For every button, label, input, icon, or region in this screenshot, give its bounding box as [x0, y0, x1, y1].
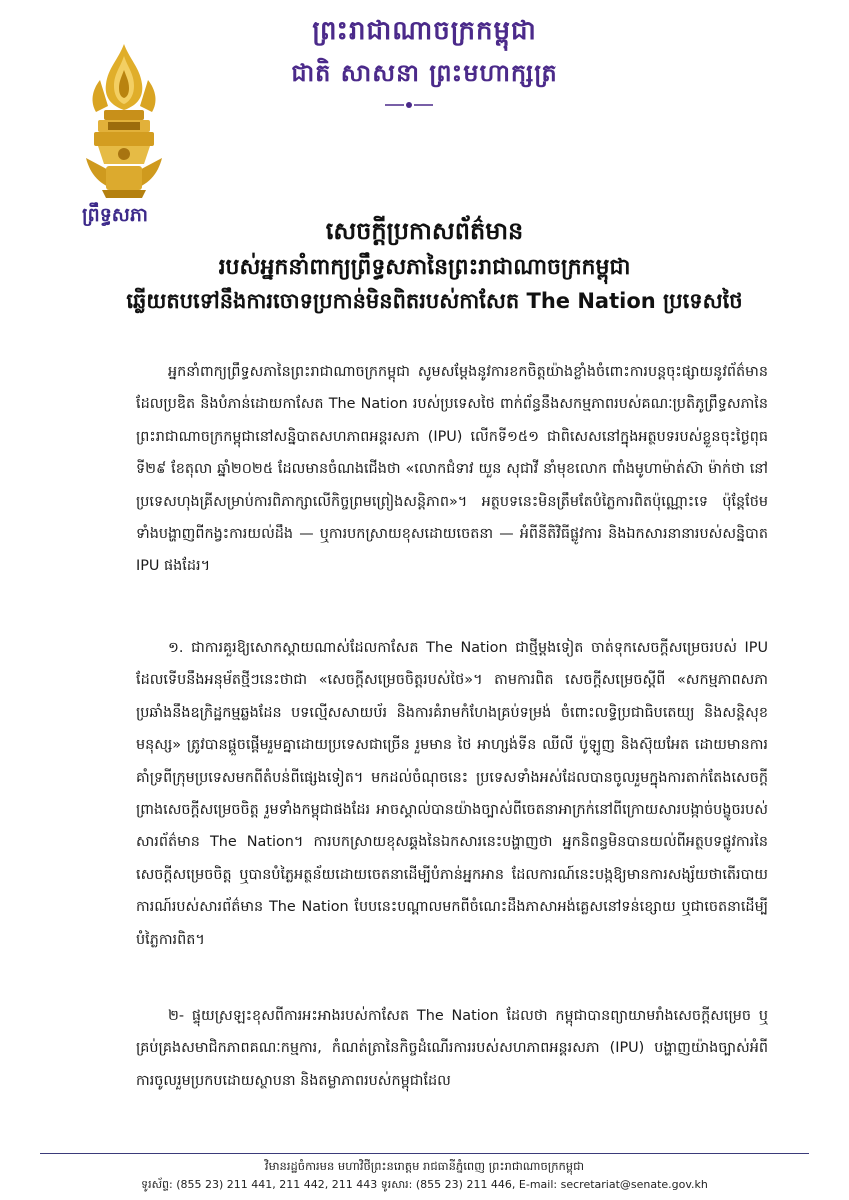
document-title: សេចក្តីប្រកាសព័ត៌មាន	[325, 217, 524, 245]
senate-crest-icon	[78, 40, 170, 200]
body-paragraph-point-1: ១. ជាការគួរឱ្យសោកស្តាយណាស់ដែលកាសែត The Nation ជាថ្មីម្តងទៀត ចាត់ទុកសេចក្តីសម្រេចរបស់ IPU ដែលទើបនឹងអនុម័តថ្មីៗនេះថាជា «សេចក្តីសម្រេចចិត្តរបស់ថៃ»។ តាមការពិត សេចក្តីសម្រេចស្តីពី «សកម្មភាពសភាប្រឆាំងនឹងឧក្រិដ្ឋកម្មឆ្លងដែន បទល្មើសសាយប័រ និងការគំរាមកំហែងគ្រប់ទម្រង់ ចំពោះលទ្ធិប្រជាធិបតេយ្យ និងសន្តិសុខមនុស្ស» ត្រូវបានផ្តួចផ្តើមរួមគ្នាដោយប្រទេសជាច្រើន រួមមាន ថៃ អាហ្សង់ទីន ឈីលី ប៉ូឡូញ និងស៊ុយអែត ដោយមានការគាំទ្រពីក្រុមប្រទេសមកពីតំបន់ពីផ្សេងទៀត។ មកដល់ចំណុចនេះ ប្រទេសទាំងអស់ដែលបានចូលរួមក្នុងការតាក់តែងសេចក្តីព្រាងសេចក្តីសម្រេចចិត្ត រួមទាំងកម្ពុជាផងដែរ អាចស្គាល់បានយ៉ាងច្បាស់ពីចេតនាអាក្រក់នៅពីក្រោយសារបង្កាច់បង្ខូចរបស់សារព័ត៌មាន The Nation។ ការបកស្រាយខុសឆ្គងនៃឯកសារនេះបង្ហាញថា អ្នកនិពន្ធមិនបានយល់ពីអត្ថបទផ្លូវការនៃសេចក្តីសម្រេចចិត្ត ឬបានបំភ្លៃអត្ថន័យដោយចេតនាដើម្បីបំភាន់អ្នកអាន ដែលការណ៍នេះបង្កឱ្យមានការសង្ស័យថាតើរបាយការណ៍របស់សារព័ត៌មាន The Nation បែបនេះបណ្តាលមកពីចំណេះដឹងភាសាអង់គ្លេសនៅទន់ខ្សោយ ឬជាចេតនាដើម្បីបំភ្លៃការពិត។	[136, 640, 768, 948]
national-motto-line-2: ជាតិ សាសនា ព្រះមហាក្សត្រ	[291, 59, 558, 87]
footer-divider	[40, 1153, 809, 1154]
ornament-divider-icon	[385, 100, 433, 110]
national-motto-line-1: ព្រះរាជាណាចក្រកម្ពុជា	[312, 16, 537, 46]
document-subtitle: របស់អ្នកនាំពាក្យព្រឹទ្ធសភានៃព្រះរាជាណាចក្រកម្ពុជា	[218, 255, 631, 280]
institution-name: ព្រឹទ្ធសភា	[82, 204, 148, 226]
body-paragraph-point-2: ២- ផ្ទុយស្រឡះខុសពីការអះអាងរបស់កាសែត The Nation ដែលថា កម្ពុជាបានព្យាយាមរាំងសេចក្តីសម្រេច ឬគ្រប់គ្រងសមាជិកភាពគណៈកម្មការ, កំណត់ត្រានៃកិច្ចដំណើរការរបស់សហភាពអន្តរសភា (IPU) បង្ហាញយ៉ាងច្បាស់អំពីការចូលរួមប្រកបដោយស្ថាបនា និងតម្លាភាពរបស់កម្ពុជាដែល	[136, 1008, 768, 1089]
footer-contact-info: ទូរស័ព្ទ: (855 23) 211 441, 211 442, 211 443 ទូរសារ: (855 23) 211 446, E-mail: secretariat@senate.gov.kh	[141, 1178, 708, 1191]
document-subject: ឆ្លើយតបទៅនឹងការចោទប្រកាន់មិនពិតរបស់កាសែត The Nation ប្រទេសថៃ	[126, 289, 743, 313]
body-paragraph-intro: អ្នកនាំពាក្យព្រឹទ្ធសភានៃព្រះរាជាណាចក្រកម្ពុជា សូមសម្តែងនូវការខកចិត្តយ៉ាងខ្លាំងចំពោះការបន្តចុះផ្សាយនូវព័ត៌មានដែលប្រឌិត និងបំភាន់ដោយកាសែត The Nation របស់ប្រទេសថៃ ពាក់ព័ន្ធនឹងសកម្មភាពរបស់គណៈប្រតិភូព្រឹទ្ធសភានៃព្រះរាជាណាចក្រកម្ពុជានៅសន្និបាតសហភាពអន្តរសភា (IPU) លើកទី១៥១ ជាពិសេសនៅក្នុងអត្ថបទរបស់ខ្លួនចុះថ្ងៃពុធ ទី២៩ ខែតុលា ឆ្នាំ២០២៥ ដែលមានចំណងជើងថា «លោកជំទាវ យួន សុជាវី នាំមុខលោក ពាំងមូហាម៉ាត់ស៊ា ម៉ាក់ថា នៅប្រទេសហុងគ្រីសម្រាប់ការពិភាក្សាលើកិច្ចព្រមព្រៀងសន្តិភាព»។ អត្ថបទនេះមិនត្រឹមតែបំភ្លៃការពិតប៉ុណ្ណោះទេ ប៉ុន្តែថែមទាំងបង្ហាញពីកង្វះការយល់ដឹង — ឬការបកស្រាយខុសដោយចេតនា — អំពីនីតិវិធីផ្លូវការ និងឯកសារនានារបស់សន្និបាត IPU ផងដែរ។	[136, 364, 768, 575]
footer-address: វិមានរដ្ឋចំការមន មហាវិថីព្រះនរោត្តម រាជធានីភ្នំពេញ ព្រះរាជាណាចក្រកម្ពុជា	[264, 1159, 585, 1173]
